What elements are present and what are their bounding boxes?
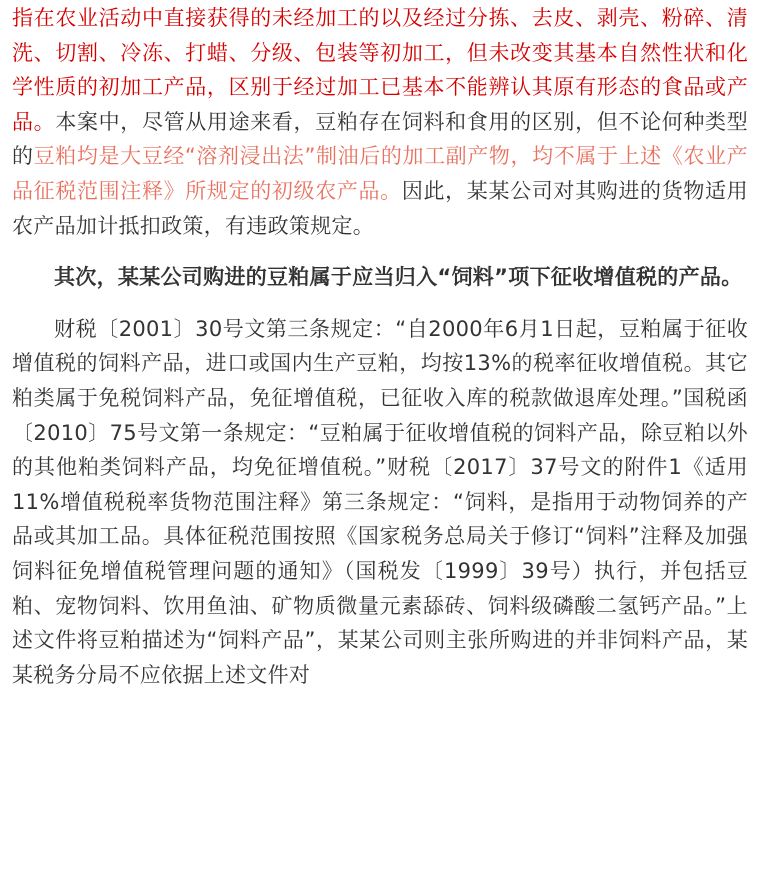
article-body: [12, 0, 748, 692]
section-heading: 其次，某某公司购进的豆粕属于应当归入“饲料”项下征收增值税的产品。: [54, 265, 743, 290]
paragraph-definition: [12, 1, 748, 243]
highlight-pink-text: 豆粕均是大豆经“溶剂浸出法”制油后的加工副产物，均不属于上述《农业产品征税范围注释》所规定的初级农产品。: [12, 144, 748, 203]
plain-text: 因此，某某公司对其购进的货物适用农产品加计抵扣政策，有违政策规定。: [12, 178, 748, 238]
highlight-red-text: 指在农业活动中直接获得的未经加工的以及经过分拣、去皮、剥壳、粉碎、清洗、切割、冷冻、打蜡、分级、包装等初加工，但未改变其基本自然性状和化学性质的初加工产品，区别于经过加工已基本不能辨认其原有形态的食品或产品。: [12, 6, 748, 134]
paragraph-regulations: 财税〔2001〕30号文第三条规定：“自2000年6月1日起，豆粕属于征收增值税的饲料产品，进口或国内生产豆粕，均按13%的税率征收增值税。其它粕类属于免税饲料产品，免征增值税，已征收入库的税款做退库处理。”国税函〔2010〕75号文第一条规定：“豆粕属于征收增值税的饲料产品，除豆粕以外的其他粕类饲料产品，均免征增值税。”财税〔2017〕37号文的附件1《适用11%增值税税率货物范围注释》第三条规定：“饲料，是指用于动物饲养的产品或其加工品。具体征税范围按照《国家税务总局关于修订“饲料”注释及加强饲料征免增值税管理问题的通知》（国税发〔1999〕39号）执行，并包括豆粕、宠物饲料、饮用鱼油、矿物质微量元素舔砖、饲料级磷酸二氢钙产品。”上述文件将豆粕描述为“饲料产品”，某某公司则主张所购进的并非饲料产品，某某税务分局不应依据上述文件对: [12, 316, 748, 687]
plain-text: 本案中，尽管从用途来看，豆粕存在饲料和食用的区别，但不论何种类型的: [12, 109, 748, 169]
